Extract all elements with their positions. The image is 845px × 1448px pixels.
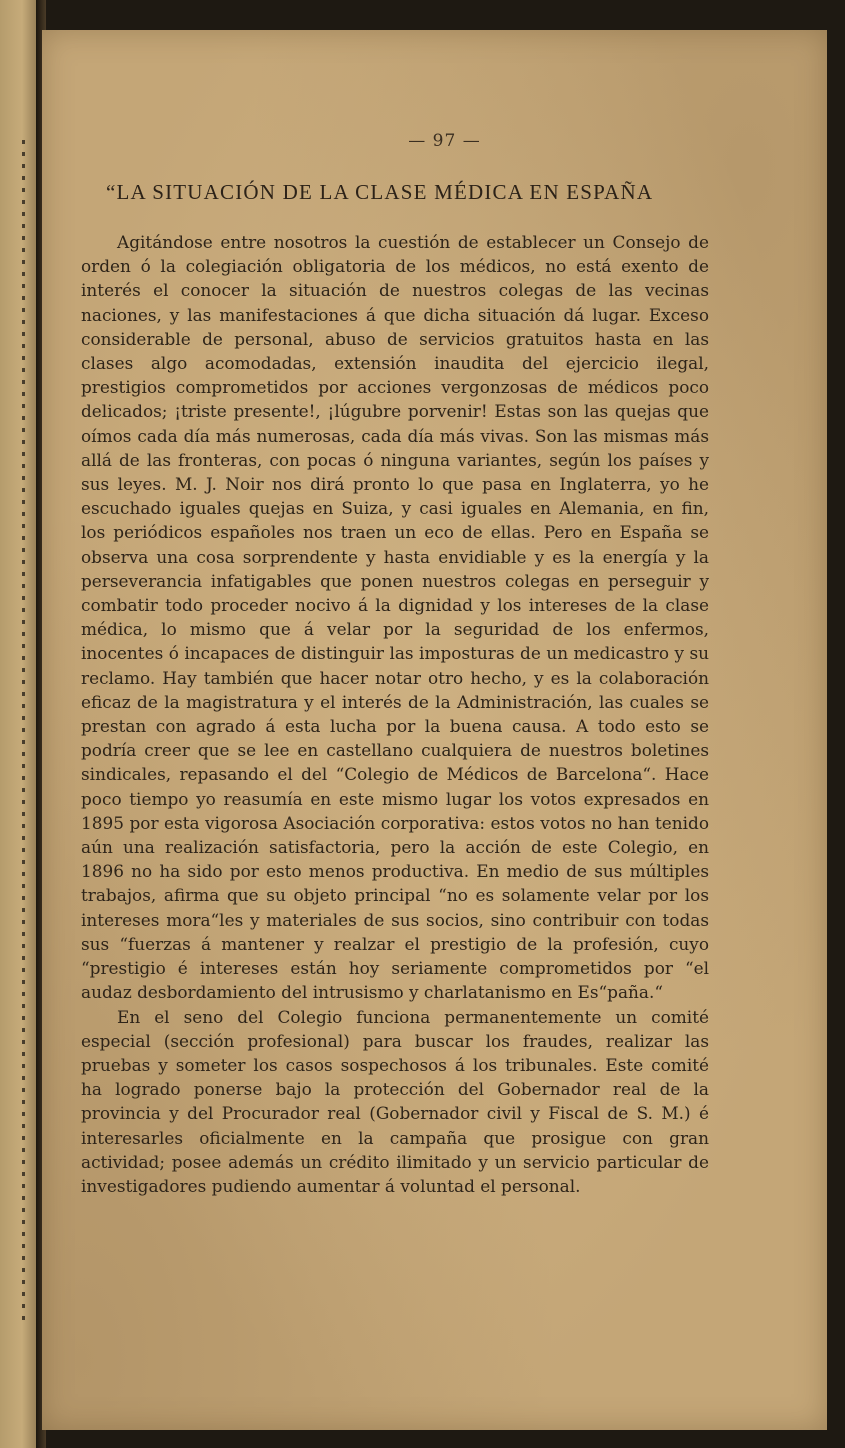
- article-title: “LA SITUACIÓN DE LA CLASE MÉDICA EN ESPAÑA: [106, 180, 654, 204]
- page-number: — 97 —: [408, 131, 481, 151]
- article-body: [81, 230, 709, 1198]
- paragraph-1: Agitándose entre nosotros la cuestión de establecer un Consejo de orden ó la colegiación obligatoria de los médicos, no está exento de interés el conocer la situación de nuestros colegas de las vecinas naciones, y las manifestaciones á que dicha situación dá lugar. Exceso considerable de personal, abuso de servicios gratuitos hasta en las clases algo acomodadas, extensión inaudita del ejercicio ilegal, prestigios comprometidos por acciones vergonzosas de médicos poco delicados; ¡triste presente!, ¡lúgubre porvenir! Estas son las quejas que oímos cada día más numerosas, cada día más vivas. Son las mismas más allá de las fronteras, con pocas ó ninguna variantes, según los países y sus leyes. M. J. Noir nos dirá pronto lo que pasa en Inglaterra, yo he escuchado iguales quejas en Suiza, y casi iguales en Alemania, en fin, los periódicos españoles nos traen un eco de ellas. Pero en España se observa una cosa sorprendente y hasta envidiable y es la energía y la perseverancia infatigables que ponen nuestros colegas en perseguir y combatir todo proceder nocivo á la dignidad y los intereses de la clase médica, lo mismo que á velar por la seguridad de los enfermos, inocentes ó incapaces de distinguir las imposturas de un medicastro y su reclamo. Hay también que hacer notar otro hecho, y es la colaboración eficaz de la magistratura y el interés de la Administración, las cuales se prestan con agrado á esta lucha por la buena causa. A todo esto se podría creer que se lee en castellano cualquiera de nuestros boletines sindicales, repasando el del “Colegio de Médicos de Barcelona“. Hace poco tiempo yo reasumía en este mismo lugar los votos expresados en 1895 por esta vigorosa Asociación corporativa: estos votos no han tenido aún una realización satisfactoria, pero la acción de este Colegio, en 1896 no ha sido por esto menos productiva. En medio de sus múltiples trabajos, afirma que su objeto principal “no es solamente velar por los intereses mora“les y materiales de sus socios, sino contribuir con todas sus “fuerzas á mantener y realzar el prestigio de la profesión, cuyo “prestigio é intereses están hoy seriamente comprometidos por “el audaz desbordamiento del intrusismo y charlatanismo en Es“paña.“: [81, 232, 709, 1003]
- decorative-border: [22, 140, 25, 1320]
- adjacent-page-edge: [0, 0, 40, 1448]
- book-page: [42, 30, 827, 1430]
- paragraph-2: En el seno del Colegio funciona permanentemente un comité especial (sección profesional) para buscar los fraudes, realizar las pruebas y someter los casos sospechosos á los tribunales. Este comité ha logrado ponerse bajo la protección del Gobernador real de la provincia y del Procurador real (Gobernador civil y Fiscal de S. M.) é interesarles oficialmente en la campaña que prosigue con gran actividad; posee además un crédito ilimitado y un servicio particular de investigadores pudiendo aumentar á voluntad el personal.: [81, 1006, 709, 1196]
